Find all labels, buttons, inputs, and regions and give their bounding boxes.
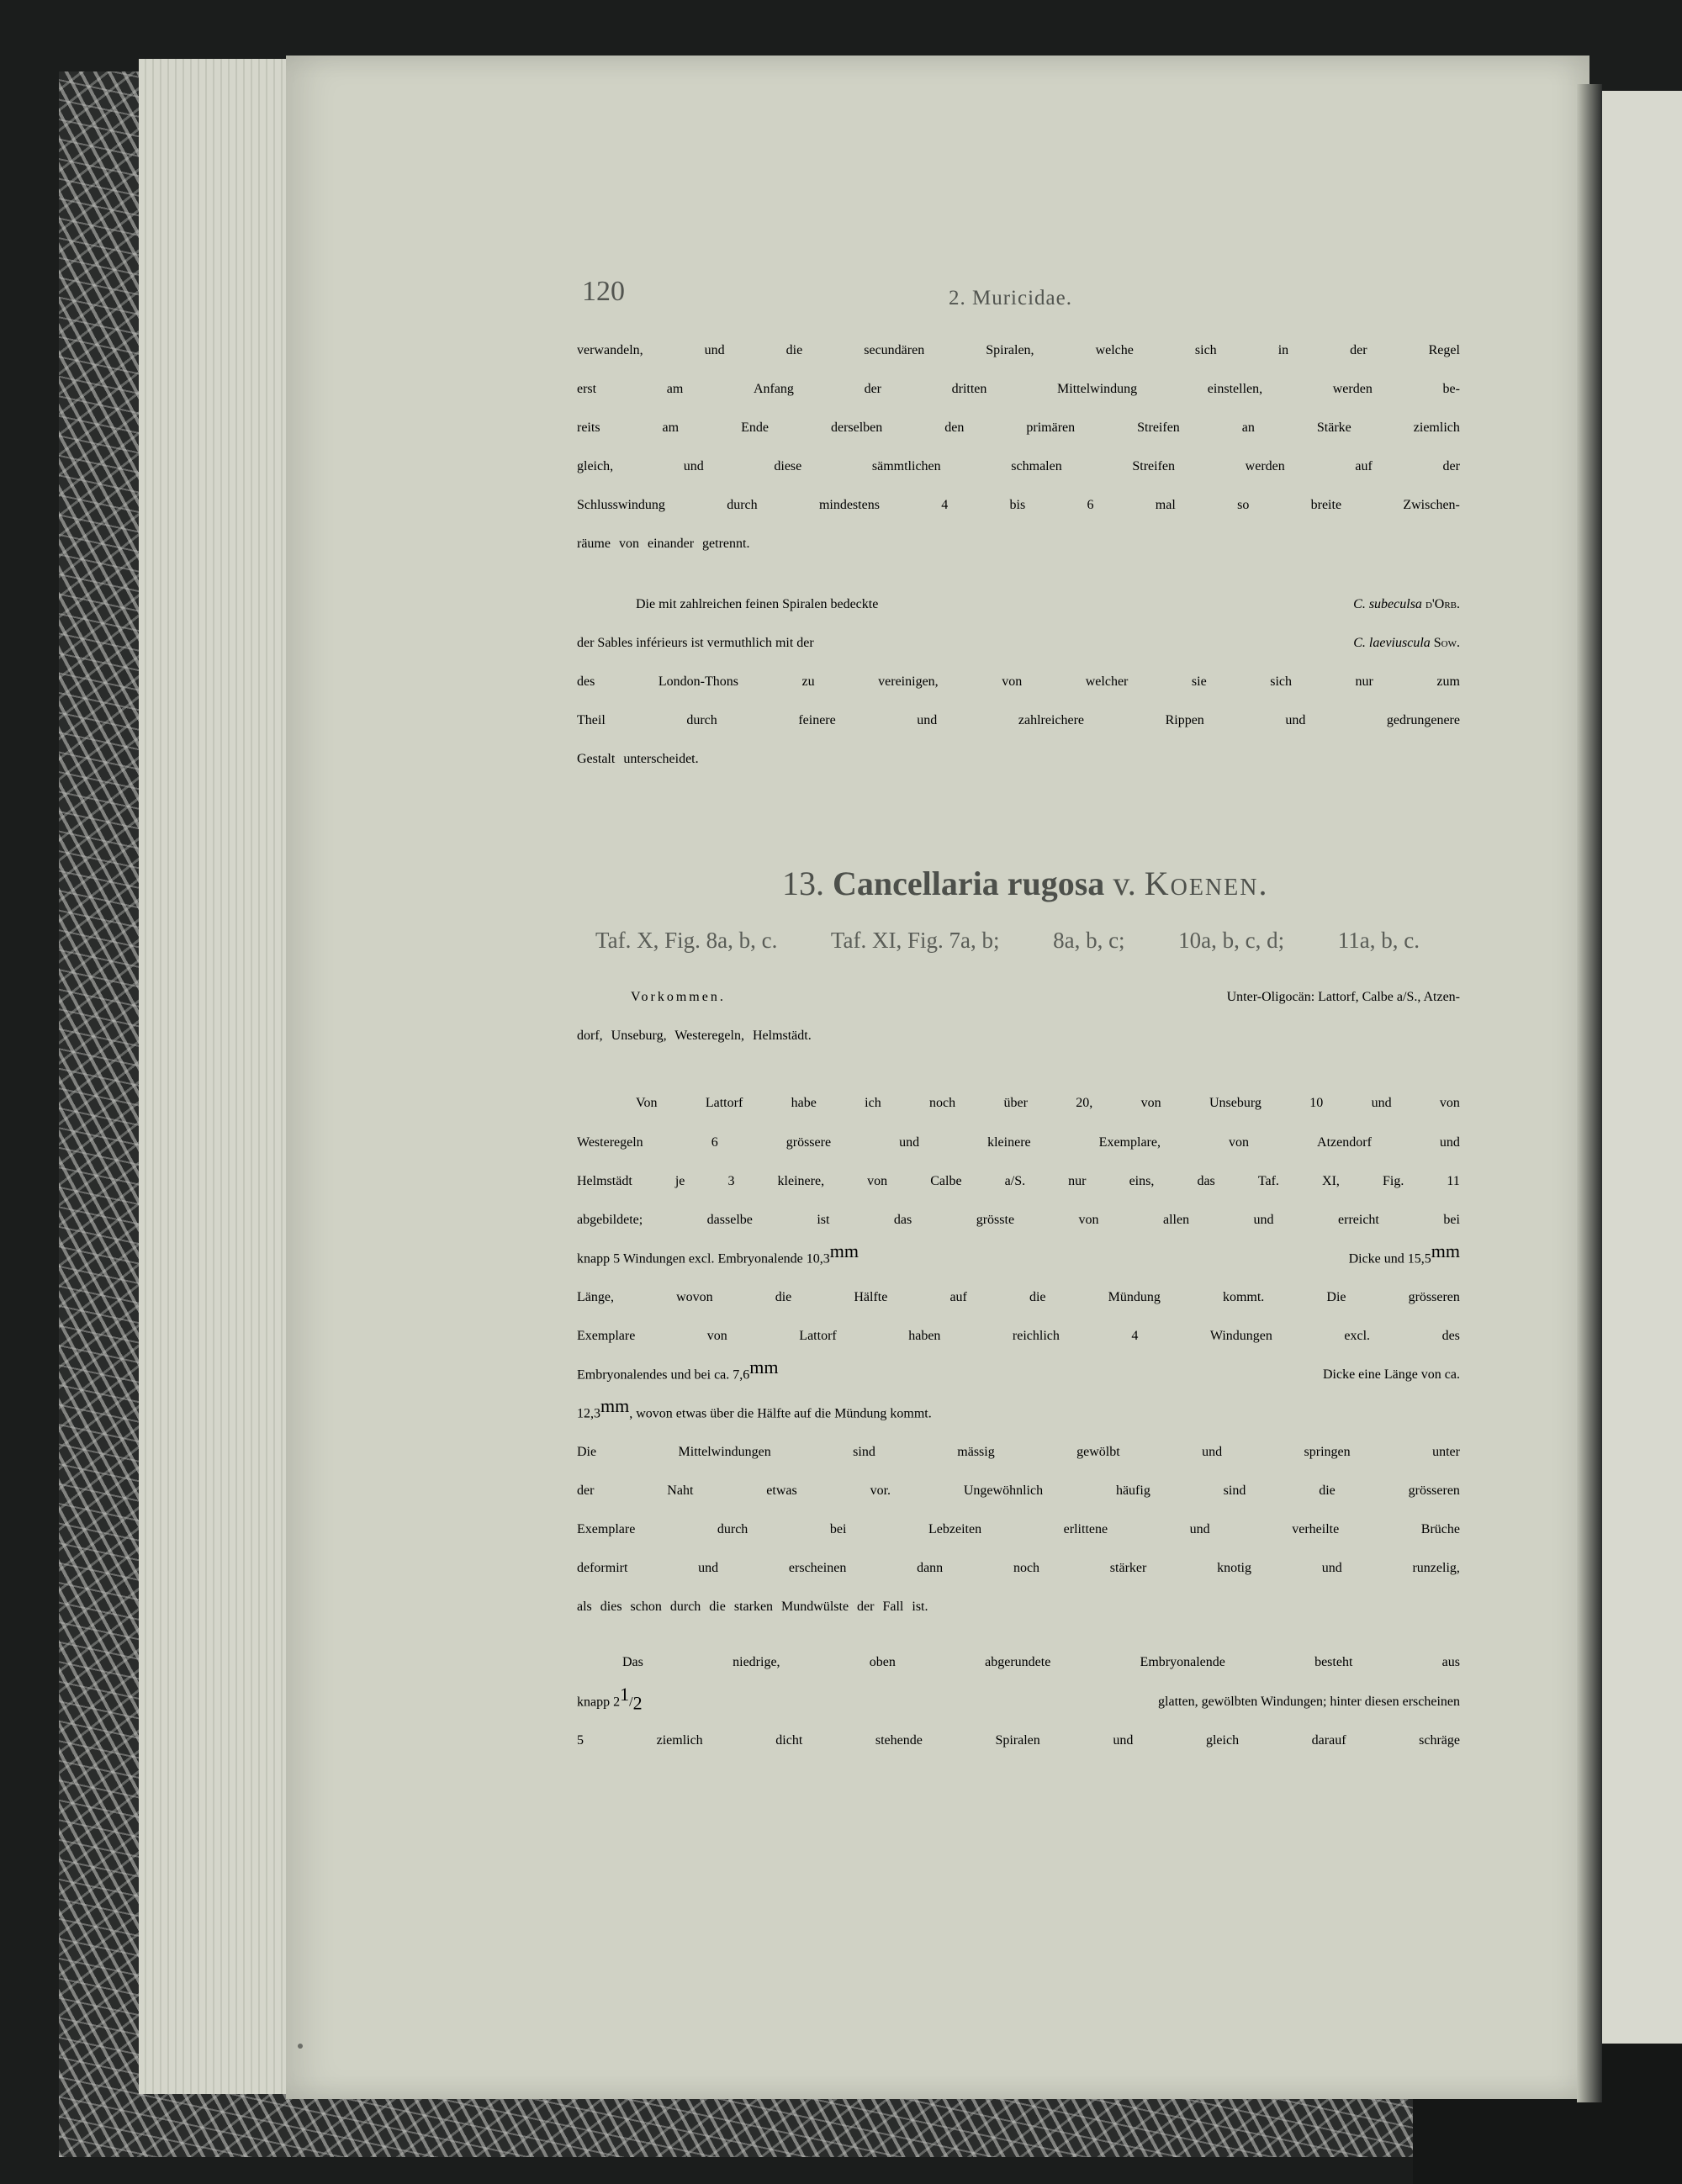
para2-line-1: Die mit zahlreichen feinen Spiralen bedeckte C. subeculsa d'Orb. — [636, 597, 1460, 611]
para1-line-1: verwandeln, und die secundären Spiralen, welche sich in der Regel — [577, 343, 1460, 357]
para3-line-4: abgebildete; dasselbe ist das grösste von allen und erreicht bei — [577, 1213, 1460, 1227]
para3-line-14: als dies schon durch die starken Mundwülste der Fall ist. — [577, 1600, 928, 1614]
para3-line-11: der Naht etwas vor. Ungewöhnlich häufig sind die grösseren — [577, 1483, 1460, 1498]
occurrence-line-2: dorf, Unseburg, Westeregeln, Helmstädt. — [577, 1029, 812, 1043]
para3-line-6: Länge, wovon die Hälfte auf die Mündung kommt. Die grösseren — [577, 1290, 1460, 1304]
page-gutter — [1577, 84, 1602, 2102]
occurrence-label: Vorkommen. — [631, 990, 726, 1004]
book-page — [286, 56, 1589, 2099]
para4-line-2: knapp $2^1/_2$ glatten, gewölbten Windungen; hinter diesen erscheinen — [577, 1684, 1460, 1714]
author-ref: Sow. — [1433, 636, 1460, 650]
para2-line-5: Gestalt unterscheidet. — [577, 752, 699, 766]
para3-line-7: Exemplare von Lattorf haben reichlich 4 Windungen excl. des — [577, 1329, 1460, 1343]
para3-line-13: deformirt und erscheinen dann noch stärker knotig und runzelig, — [577, 1561, 1460, 1575]
para1-line-5: Schlusswindung durch mindestens 4 bis 6 mal so breite Zwischen- — [577, 498, 1460, 512]
para3-line-9: $12,3^{mm}$, wovon etwas über die Hälfte auf die Mündung kommt. — [577, 1395, 932, 1421]
page-number: 120 — [582, 276, 625, 307]
para3-line-2: Westeregeln 6 grössere und kleinere Exemplare, von Atzendorf und — [577, 1135, 1460, 1150]
para3-line-3: Helmstädt je 3 kleinere, von Calbe a/S. nur eins, das Taf. XI, Fig. 11 — [577, 1174, 1460, 1188]
right-board — [1598, 91, 1682, 2184]
para3-line-8: Embryonalendes und bei ca. $7,6^{mm}$ Dicke eine Länge von ca. — [577, 1356, 1460, 1383]
plate-references: Taf. X, Fig. 8a, b, c. Taf. XI, Fig. 7a, b; 8a, b, c; 10a, b, c, d; 11a, b, c. — [595, 928, 1420, 953]
species-name: Cancellaria rugosa — [833, 865, 1105, 902]
para3-line-10: Die Mittelwindungen sind mässig gewölbt und springen unter — [577, 1445, 1460, 1459]
page-speck — [298, 2044, 303, 2049]
para4-line-1: Das niedrige, oben abgerundete Embryonalende besteht aus — [622, 1655, 1460, 1669]
para3-line-1: Von Lattorf habe ich noch über 20, von Unseburg 10 und von — [636, 1096, 1460, 1110]
para1-line-2: erst am Anfang der dritten Mittelwindung einstellen, werden be- — [577, 382, 1460, 396]
running-head: 2. Muricidae. — [949, 287, 1072, 309]
para3-line-12: Exemplare durch bei Lebzeiten erlittene und verheilte Brüche — [577, 1522, 1460, 1536]
para2-line-3: des London-Thons zu vereinigen, von welcher sie sich nur zum — [577, 674, 1460, 689]
para4-line-3: 5 ziemlich dicht stehende Spiralen und gleich darauf schräge — [577, 1733, 1460, 1748]
para2-line-4: Theil durch feinere und zahlreichere Rippen und gedrungenere — [577, 713, 1460, 727]
para1-line-3: reits am Ende derselben den primären Streifen an Stärke ziemlich — [577, 420, 1460, 435]
species-heading: 13. Cancellaria rugosa v. Koenen. — [782, 865, 1269, 902]
author-ref: d'Orb. — [1425, 597, 1460, 611]
species-ref: C. subeculsa — [1353, 597, 1422, 611]
para2-line-2: der Sables inférieurs ist vermuthlich mit der C. laeviuscula Sow. — [577, 636, 1460, 650]
para1-line-6: räume von einander getrennt. — [577, 537, 750, 551]
species-author: Koenen. — [1144, 865, 1269, 902]
para3-line-5: knapp 5 Windungen excl. Embryonalende $10,3^{mm}$ Dicke und $15,5^{mm}$ — [577, 1240, 1460, 1267]
para1-line-4: gleich, und diese sämmtlichen schmalen Streifen werden auf der — [577, 459, 1460, 473]
occurrence-line-1: Vorkommen. Unter-Oligocän: Lattorf, Calbe a/S., Atzen- — [631, 990, 1460, 1004]
species-ref: C. laeviuscula — [1353, 636, 1431, 650]
